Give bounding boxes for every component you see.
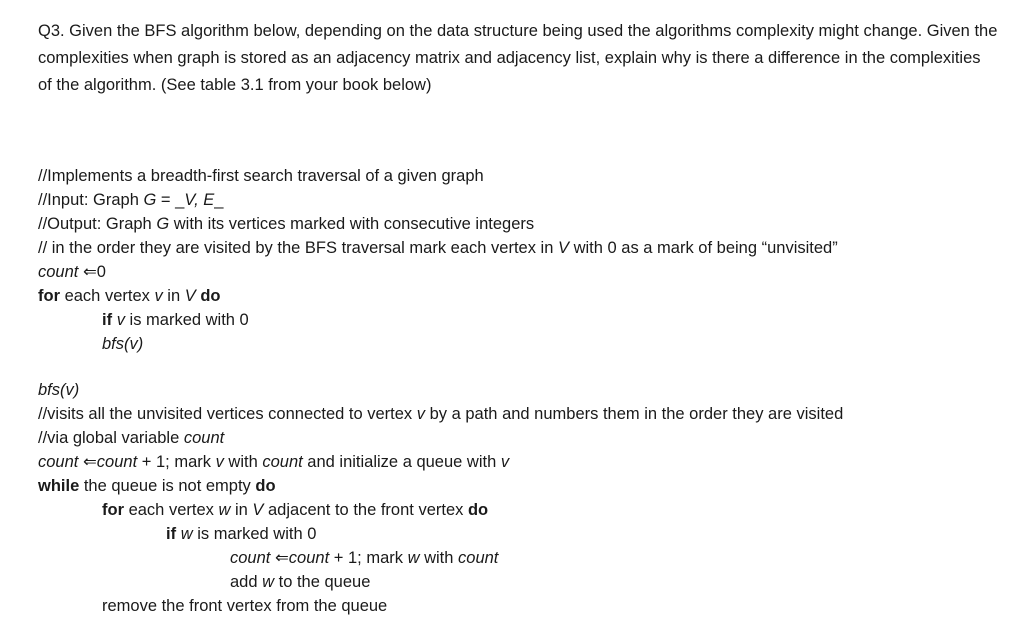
code-line: [38, 474, 998, 498]
keyword: while: [38, 477, 80, 495]
variable: v: [416, 405, 426, 423]
code-line: [38, 450, 998, 474]
keyword: if: [102, 311, 113, 329]
code-text: //Output: Graph: [38, 215, 157, 233]
code-line: [38, 308, 998, 332]
variable: count: [230, 549, 271, 567]
variable: count: [183, 429, 225, 447]
variable: G: [156, 215, 170, 233]
code-text: = _: [156, 191, 185, 209]
code-text: //Implements a breadth-first search traversal of a given graph: [38, 167, 484, 185]
code-line: [38, 594, 998, 618]
variable: count: [38, 453, 79, 471]
variable: count: [38, 263, 79, 281]
code-line: [38, 236, 998, 260]
code-line: [38, 546, 998, 570]
variable: V: [252, 501, 264, 519]
variable: w: [218, 501, 231, 519]
code-text: the queue is not empty: [79, 477, 256, 495]
question-text: Q3. Given the BFS algorithm below, depending on the data structure being used the algorithms complexity might change. Given the complexities when graph is stored as an adjacency matrix and adjacency list, explain why is there a difference in the complexities of the algorithm. (See table 3.1 from your book below): [38, 22, 998, 94]
code-text: in: [230, 501, 253, 519]
bfs-main-pseudocode: [38, 164, 998, 356]
code-line: [38, 522, 998, 546]
keyword: do: [467, 501, 489, 519]
variable: count: [262, 453, 303, 471]
code-text: ⇐0: [78, 263, 106, 281]
bfs-function-pseudocode: [38, 378, 998, 618]
code-text: in: [162, 287, 185, 305]
code-line: [38, 260, 998, 284]
code-text: + 1; mark: [137, 453, 216, 471]
code-line: [38, 332, 998, 356]
code-text: is marked with 0: [124, 311, 249, 329]
code-text: with: [223, 453, 263, 471]
variable: V: [557, 239, 569, 257]
code-text: with 0 as a mark of being “unvisited”: [569, 239, 838, 257]
variable: count: [458, 549, 499, 567]
code-text: ⇐: [78, 453, 97, 471]
variable: v: [116, 311, 125, 329]
code-text: remove the front vertex from the queue: [102, 597, 388, 615]
code-line: [38, 284, 998, 308]
code-text: //via global variable: [38, 429, 184, 447]
variable: v: [215, 453, 224, 471]
variable: w: [180, 525, 193, 543]
code-text: with its vertices marked with consecutive integers: [169, 215, 535, 233]
code-text: and initialize a queue with: [302, 453, 501, 471]
code-line: [38, 426, 998, 450]
variable: w: [407, 549, 420, 567]
code-text: to the queue: [274, 573, 371, 591]
code-line: [38, 402, 998, 426]
keyword: for: [102, 501, 124, 519]
code-text: // in the order they are visited by the BFS traversal mark each vertex in: [38, 239, 558, 257]
variable: v: [154, 287, 163, 305]
keyword: do: [200, 287, 221, 305]
code-line: [38, 570, 998, 594]
variable: bfs(v): [38, 381, 80, 399]
keyword: for: [38, 287, 60, 305]
code-line: [38, 498, 998, 522]
code-line: [38, 188, 998, 212]
code-text: //visits all the unvisited vertices connected to vertex: [38, 405, 417, 423]
code-text: add: [230, 573, 263, 591]
code-text: is marked with 0: [192, 525, 317, 543]
keyword: do: [255, 477, 276, 495]
variable: V, E: [184, 191, 215, 209]
code-line: [38, 164, 998, 188]
variable: count: [288, 549, 330, 567]
variable: V: [184, 287, 196, 305]
code-text: ⇐: [270, 549, 289, 567]
code-line: [38, 378, 998, 402]
code-text: //Input: Graph: [38, 191, 144, 209]
variable: count: [96, 453, 138, 471]
code-text: _: [214, 191, 224, 209]
variable: v: [500, 453, 510, 471]
code-text: with: [419, 549, 459, 567]
variable: w: [262, 573, 275, 591]
variable: bfs(v): [102, 335, 144, 353]
code-text: each vertex: [124, 501, 219, 519]
code-text: each vertex: [60, 287, 155, 305]
keyword: if: [166, 525, 177, 543]
code-line: [38, 212, 998, 236]
code-text: adjacent to the front vertex: [263, 501, 468, 519]
code-text: by a path and numbers them in the order they are visited: [425, 405, 844, 423]
variable: G: [143, 191, 157, 209]
code-text: + 1; mark: [329, 549, 408, 567]
